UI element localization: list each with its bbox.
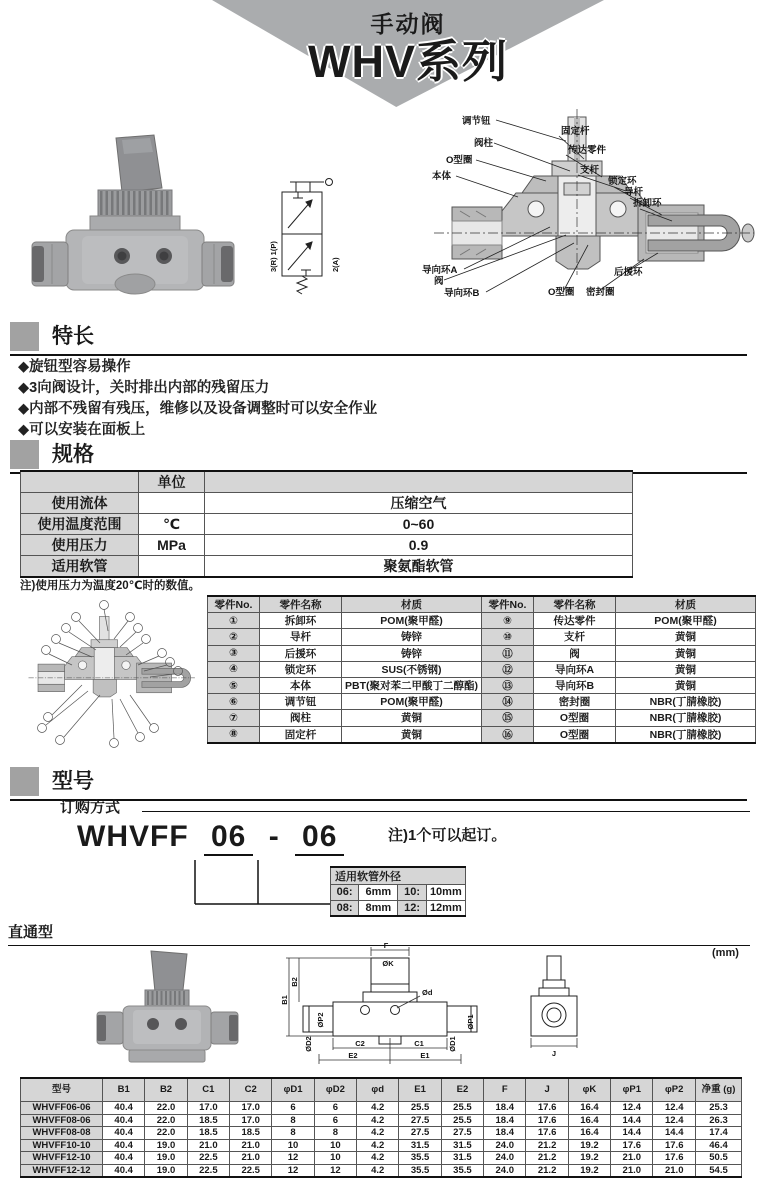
table-cell: 黄铜 xyxy=(616,645,756,661)
section-marker xyxy=(10,767,39,796)
table-cell: 40.4 xyxy=(103,1164,145,1177)
order-method-label: 订购方式 xyxy=(60,799,121,816)
dim-label: ØP2 xyxy=(316,1012,325,1028)
table-cell: ⑯ xyxy=(482,726,534,743)
model-code-dash: - xyxy=(268,820,280,853)
table-cell: 阀 xyxy=(534,645,616,661)
table-cell: 54.5 xyxy=(696,1164,742,1177)
table-cell: 25.5 xyxy=(441,1102,483,1115)
table-cell: ⑩ xyxy=(482,629,534,645)
table-cell: 22.0 xyxy=(145,1114,187,1127)
table-cell: ⑪ xyxy=(482,645,534,661)
part-label: 拆卸环 xyxy=(633,198,662,209)
table-cell: J xyxy=(526,1078,568,1102)
table-cell: 17.4 xyxy=(696,1127,742,1140)
table-cell: 18.5 xyxy=(187,1127,229,1140)
table-cell: ⑨ xyxy=(482,613,534,629)
table-cell: φd xyxy=(357,1078,399,1102)
dimension-drawing xyxy=(275,942,645,1074)
table-cell: 净重 (g) xyxy=(696,1078,742,1102)
table-cell: ② xyxy=(208,629,260,645)
table-cell: 10 xyxy=(314,1139,356,1152)
table-cell: 26.3 xyxy=(696,1114,742,1127)
table-cell: 35.5 xyxy=(441,1164,483,1177)
table-cell: 适用软管 xyxy=(21,556,139,578)
table-cell xyxy=(205,471,633,493)
table-cell: 16.4 xyxy=(568,1114,610,1127)
table-cell: ③ xyxy=(208,645,260,661)
straight-type-header: 直通型 xyxy=(8,921,750,946)
table-cell: 黄铜 xyxy=(616,629,756,645)
feature-item: ◆旋钮型容易操作 xyxy=(18,359,131,375)
table-cell: 4.2 xyxy=(357,1152,399,1165)
section-header-model xyxy=(10,767,747,801)
table-cell: 40.4 xyxy=(103,1127,145,1140)
table-cell: 10 xyxy=(314,1152,356,1165)
table-cell: WHVFF08-06 xyxy=(21,1114,103,1127)
table-cell: 聚氨酯软管 xyxy=(205,556,633,578)
straight-valve-photo xyxy=(95,948,240,1070)
table-cell: 31.5 xyxy=(441,1139,483,1152)
table-cell: 8 xyxy=(272,1127,314,1140)
table-cell: 25.5 xyxy=(441,1114,483,1127)
table-cell: 零件No. xyxy=(482,596,534,613)
table-cell: 8 xyxy=(272,1114,314,1127)
table-cell: 19.2 xyxy=(568,1139,610,1152)
table-cell: 使用温度范围 xyxy=(21,514,139,535)
table-cell: ⑥ xyxy=(208,694,260,710)
table-cell: 拆卸环 xyxy=(260,613,342,629)
table-cell: 铸锌 xyxy=(342,645,482,661)
dim-label: C1 xyxy=(414,1039,424,1048)
table-cell: 传达零件 xyxy=(534,613,616,629)
table-row xyxy=(21,535,633,556)
part-label: 传达零件 xyxy=(568,145,607,156)
table-cell: 18.4 xyxy=(484,1127,526,1140)
table-cell xyxy=(139,556,205,578)
table-cell: 08: xyxy=(331,900,359,916)
table-cell: 0~60 xyxy=(205,514,633,535)
table-cell: 17.0 xyxy=(187,1102,229,1115)
table-cell: 4.2 xyxy=(357,1114,399,1127)
table-cell: 阀柱 xyxy=(260,710,342,726)
table-cell: 14.4 xyxy=(611,1127,653,1140)
part-label: 本体 xyxy=(432,171,452,182)
table-cell: 40.4 xyxy=(103,1152,145,1165)
table-cell: 50.5 xyxy=(696,1152,742,1165)
section-title: 规格 xyxy=(52,443,94,466)
model-code xyxy=(77,820,350,856)
table-cell: C1 xyxy=(187,1078,229,1102)
table-cell: 21.2 xyxy=(526,1152,568,1165)
table-cell: 14.4 xyxy=(611,1114,653,1127)
table-cell: 21.0 xyxy=(230,1152,272,1165)
table-cell: 21.0 xyxy=(187,1139,229,1152)
table-cell: 16.4 xyxy=(568,1102,610,1115)
table-header-row xyxy=(482,596,756,613)
table-cell: 12.4 xyxy=(653,1114,696,1127)
table-cell: 17.6 xyxy=(526,1114,568,1127)
table-cell: NBR(丁腈橡胶) xyxy=(616,726,756,743)
table-cell: 46.4 xyxy=(696,1139,742,1152)
section-marker xyxy=(10,322,39,351)
table-row xyxy=(482,694,756,710)
table-cell: 10: xyxy=(398,885,426,901)
table-cell: 导杆 xyxy=(260,629,342,645)
table-cell: F xyxy=(484,1078,526,1102)
table-row xyxy=(482,645,756,661)
table-row xyxy=(208,661,482,677)
table-cell: 12mm xyxy=(426,900,465,916)
table-header-row xyxy=(331,867,466,885)
dim-label: J xyxy=(551,1049,557,1058)
table-row xyxy=(331,900,466,916)
table-cell: 12: xyxy=(398,900,426,916)
table-cell: 19.2 xyxy=(568,1164,610,1177)
table-cell: φD2 xyxy=(314,1078,356,1102)
table-cell: 16.4 xyxy=(568,1127,610,1140)
table-cell: POM(聚甲醛) xyxy=(616,613,756,629)
table-cell: 使用压力 xyxy=(21,535,139,556)
table-row xyxy=(21,1152,742,1165)
part-label: 固定杆 xyxy=(561,126,590,137)
table-cell: 单位 xyxy=(139,471,205,493)
table-cell: 12.4 xyxy=(611,1102,653,1115)
table-cell: 06: xyxy=(331,885,359,901)
table-cell: 27.5 xyxy=(441,1127,483,1140)
code-connector-lines xyxy=(180,858,332,908)
dim-label: C2 xyxy=(355,1039,365,1048)
table-cell: PBT(聚对苯二甲酸丁二醇酯) xyxy=(342,677,482,693)
table-row xyxy=(21,514,633,535)
dim-label: E2 xyxy=(348,1051,358,1060)
table-cell: ④ xyxy=(208,661,260,677)
part-label: O型圈 xyxy=(548,287,575,298)
series-category: 手动阀 xyxy=(370,11,446,37)
table-row xyxy=(482,726,756,743)
table-cell: 4.2 xyxy=(357,1164,399,1177)
schematic-port-label-right: 2(A) xyxy=(331,257,340,272)
feature-item: ◆3向阀设计，关时排出内部的残留压力 xyxy=(18,380,270,396)
parts-table-left xyxy=(207,595,482,744)
valve-schematic-symbol xyxy=(268,172,346,297)
table-cell: 17.6 xyxy=(653,1139,696,1152)
part-label: 导杆 xyxy=(624,187,644,198)
dim-label: ØD1 xyxy=(448,1036,457,1052)
table-cell: φK xyxy=(568,1078,610,1102)
table-cell: 24.0 xyxy=(484,1164,526,1177)
table-cell: ⑭ xyxy=(482,694,534,710)
table-cell: WHVFF08-08 xyxy=(21,1127,103,1140)
dim-label: ØP1 xyxy=(466,1014,475,1030)
table-cell: 6 xyxy=(314,1102,356,1115)
table-cell: 22.0 xyxy=(145,1102,187,1115)
table-cell: 19.0 xyxy=(145,1164,187,1177)
table-cell: 10 xyxy=(272,1139,314,1152)
table-cell: 21.2 xyxy=(526,1164,568,1177)
features-list xyxy=(18,357,377,441)
table-cell: SUS(不锈钢) xyxy=(342,661,482,677)
table-cell: 21.0 xyxy=(611,1164,653,1177)
dim-label: F xyxy=(383,942,389,950)
table-cell: NBR(丁腈橡胶) xyxy=(616,710,756,726)
table-header-row xyxy=(21,1078,742,1102)
dim-label: B2 xyxy=(290,977,299,987)
table-cell: E1 xyxy=(399,1078,441,1102)
table-cell: 12 xyxy=(272,1164,314,1177)
table-cell: ⑫ xyxy=(482,661,534,677)
table-cell: 铸锌 xyxy=(342,629,482,645)
table-cell: 40.4 xyxy=(103,1139,145,1152)
table-row xyxy=(208,694,482,710)
table-cell: 零件名称 xyxy=(534,596,616,613)
model-code-size2: 06 xyxy=(295,820,344,856)
section-title: 型号 xyxy=(52,770,94,793)
table-cell: 22.5 xyxy=(187,1152,229,1165)
table-cell: E2 xyxy=(441,1078,483,1102)
table-row xyxy=(482,613,756,629)
table-row xyxy=(208,710,482,726)
table-cell: 使用流体 xyxy=(21,493,139,514)
table-cell: 材质 xyxy=(616,596,756,613)
dim-label: ØD2 xyxy=(304,1036,313,1052)
table-cell: 21.2 xyxy=(526,1139,568,1152)
part-label: 阀柱 xyxy=(474,138,494,149)
model-code-base: WHVFF xyxy=(77,820,189,853)
parts-diagram xyxy=(12,595,207,755)
table-cell: WHVFF12-10 xyxy=(21,1152,103,1165)
table-cell: 19.0 xyxy=(145,1139,187,1152)
table-cell: POM(聚甲醛) xyxy=(342,694,482,710)
table-row xyxy=(208,726,482,743)
table-cell: 27.5 xyxy=(399,1127,441,1140)
table-cell: ℃ xyxy=(139,514,205,535)
table-row xyxy=(208,613,482,629)
dim-label: ØK xyxy=(382,959,394,968)
table-cell: 25.3 xyxy=(696,1102,742,1115)
table-cell: 材质 xyxy=(342,596,482,613)
table-row xyxy=(331,885,466,901)
table-cell: C2 xyxy=(230,1078,272,1102)
table-header-row xyxy=(21,471,633,493)
table-cell: 锁定环 xyxy=(260,661,342,677)
table-cell: ① xyxy=(208,613,260,629)
table-cell: 22.0 xyxy=(145,1127,187,1140)
table-cell: 0.9 xyxy=(205,535,633,556)
table-row xyxy=(21,1164,742,1177)
table-cell: ⑦ xyxy=(208,710,260,726)
table-cell: O型圈 xyxy=(534,726,616,743)
table-row xyxy=(208,677,482,693)
banner xyxy=(210,0,606,87)
table-cell: 21.0 xyxy=(230,1139,272,1152)
table-cell: 31.5 xyxy=(399,1139,441,1152)
table-row xyxy=(21,493,633,514)
table-cell: 21.0 xyxy=(653,1164,696,1177)
table-cell: 12 xyxy=(314,1164,356,1177)
table-cell: 24.0 xyxy=(484,1152,526,1165)
part-label: 支杆 xyxy=(580,165,600,176)
table-cell: POM(聚甲醛) xyxy=(342,613,482,629)
dim-label: E1 xyxy=(420,1051,430,1060)
table-header-row xyxy=(208,596,482,613)
table-cell: O型圈 xyxy=(534,710,616,726)
part-label: 锁定环 xyxy=(608,176,637,187)
table-cell: 调节钮 xyxy=(260,694,342,710)
part-label: 阀 xyxy=(434,276,444,287)
table-row xyxy=(482,629,756,645)
table-cell: 17.0 xyxy=(230,1114,272,1127)
table-cell: 本体 xyxy=(260,677,342,693)
spec-table xyxy=(20,470,633,578)
table-row xyxy=(208,645,482,661)
dim-label: Ød xyxy=(422,988,433,997)
table-cell: 黄铜 xyxy=(616,677,756,693)
table-cell: 黄铜 xyxy=(342,710,482,726)
dimension-table xyxy=(20,1077,742,1178)
section-header-specs xyxy=(10,440,747,474)
table-cell: 10mm xyxy=(426,885,465,901)
part-label: 密封圈 xyxy=(586,287,615,298)
table-cell: ⑧ xyxy=(208,726,260,743)
spec-note: 注)使用压力为温度20℃时的数值。 xyxy=(20,580,201,592)
table-cell: ⑮ xyxy=(482,710,534,726)
table-cell: WHVFF06-06 xyxy=(21,1102,103,1115)
table-row xyxy=(482,661,756,677)
table-cell: MPa xyxy=(139,535,205,556)
table-cell: ⑬ xyxy=(482,677,534,693)
table-cell: 固定杆 xyxy=(260,726,342,743)
feature-item: ◆内部不残留有残压，维修以及设备调整时可以安全作业 xyxy=(18,401,378,417)
table-cell: ⑤ xyxy=(208,677,260,693)
table-cell: 21.0 xyxy=(611,1152,653,1165)
table-cell: 17.6 xyxy=(526,1102,568,1115)
table-cell: 31.5 xyxy=(441,1152,483,1165)
table-cell: 22.5 xyxy=(187,1164,229,1177)
table-row xyxy=(482,677,756,693)
table-cell xyxy=(21,471,139,493)
table-cell: 4.2 xyxy=(357,1102,399,1115)
table-cell: 19.2 xyxy=(568,1152,610,1165)
table-cell: 17.6 xyxy=(611,1139,653,1152)
table-cell: B1 xyxy=(103,1078,145,1102)
table-cell: 25.5 xyxy=(399,1102,441,1115)
order-rule-line xyxy=(142,811,750,812)
table-cell: 支杆 xyxy=(534,629,616,645)
table-cell: 导向环A xyxy=(534,661,616,677)
table-cell: 40.4 xyxy=(103,1114,145,1127)
table-cell: 40.4 xyxy=(103,1102,145,1115)
table-row xyxy=(21,1127,742,1140)
order-note: 注)1个可以起订。 xyxy=(388,827,507,844)
table-cell: 6 xyxy=(314,1114,356,1127)
table-cell: 17.6 xyxy=(653,1152,696,1165)
table-cell xyxy=(139,493,205,514)
table-cell: 密封圈 xyxy=(534,694,616,710)
table-cell: 18.4 xyxy=(484,1114,526,1127)
table-cell: 黄铜 xyxy=(342,726,482,743)
tube-od-title: 适用软管外径 xyxy=(331,867,466,885)
table-cell: WHVFF10-10 xyxy=(21,1139,103,1152)
table-cell: 27.5 xyxy=(399,1114,441,1127)
table-cell: 黄铜 xyxy=(616,661,756,677)
table-cell: 35.5 xyxy=(399,1164,441,1177)
table-cell: 8mm xyxy=(359,900,398,916)
table-cell: 型号 xyxy=(21,1078,103,1102)
page-title: WHV系列 xyxy=(308,36,508,87)
part-label: 导向环B xyxy=(444,288,480,299)
table-row xyxy=(21,556,633,578)
parts-table-right xyxy=(481,595,756,744)
exploded-section-diagram xyxy=(418,103,757,318)
table-row xyxy=(21,1139,742,1152)
table-cell: 6mm xyxy=(359,885,398,901)
table-cell: NBR(丁腈橡胶) xyxy=(616,694,756,710)
table-cell: 14.4 xyxy=(653,1127,696,1140)
table-cell: φP1 xyxy=(611,1078,653,1102)
table-cell: WHVFF12-12 xyxy=(21,1164,103,1177)
table-row xyxy=(482,710,756,726)
dim-label: B1 xyxy=(280,995,289,1005)
table-cell: 12 xyxy=(272,1152,314,1165)
table-cell: 18.4 xyxy=(484,1102,526,1115)
table-cell: 零件名称 xyxy=(260,596,342,613)
table-row xyxy=(21,1114,742,1127)
table-cell: φP2 xyxy=(653,1078,696,1102)
table-cell: 17.6 xyxy=(526,1127,568,1140)
valve-product-photo xyxy=(30,132,235,307)
table-cell: φD1 xyxy=(272,1078,314,1102)
section-header-features xyxy=(10,322,747,356)
table-cell: 后援环 xyxy=(260,645,342,661)
table-cell: 导向环B xyxy=(534,677,616,693)
part-label: 导向环A xyxy=(422,265,458,276)
table-cell: 35.5 xyxy=(399,1152,441,1165)
schematic-port-label-left: 3(R) 1(P) xyxy=(269,241,278,272)
table-cell: 24.0 xyxy=(484,1139,526,1152)
section-marker xyxy=(10,440,39,469)
part-label: O型圈 xyxy=(446,155,473,166)
table-cell: B2 xyxy=(145,1078,187,1102)
tube-od-table xyxy=(330,866,466,917)
table-cell: 22.5 xyxy=(230,1164,272,1177)
table-row xyxy=(208,629,482,645)
section-title: 特长 xyxy=(52,325,94,348)
table-cell: 19.0 xyxy=(145,1152,187,1165)
table-cell: 6 xyxy=(272,1102,314,1115)
table-cell: 12.4 xyxy=(653,1102,696,1115)
table-cell: 零件No. xyxy=(208,596,260,613)
part-label: 调节钮 xyxy=(462,116,491,127)
table-cell: 压缩空气 xyxy=(205,493,633,514)
table-row xyxy=(21,1102,742,1115)
table-cell: 17.0 xyxy=(230,1102,272,1115)
model-code-size1: 06 xyxy=(204,820,253,856)
feature-item: ◆可以安装在面板上 xyxy=(18,422,146,438)
table-cell: 8 xyxy=(314,1127,356,1140)
part-label: 后援环 xyxy=(614,267,643,278)
table-cell: 18.5 xyxy=(230,1127,272,1140)
table-cell: 4.2 xyxy=(357,1127,399,1140)
unit-note: (mm) xyxy=(712,947,739,959)
table-cell: 18.5 xyxy=(187,1114,229,1127)
table-cell: 4.2 xyxy=(357,1139,399,1152)
